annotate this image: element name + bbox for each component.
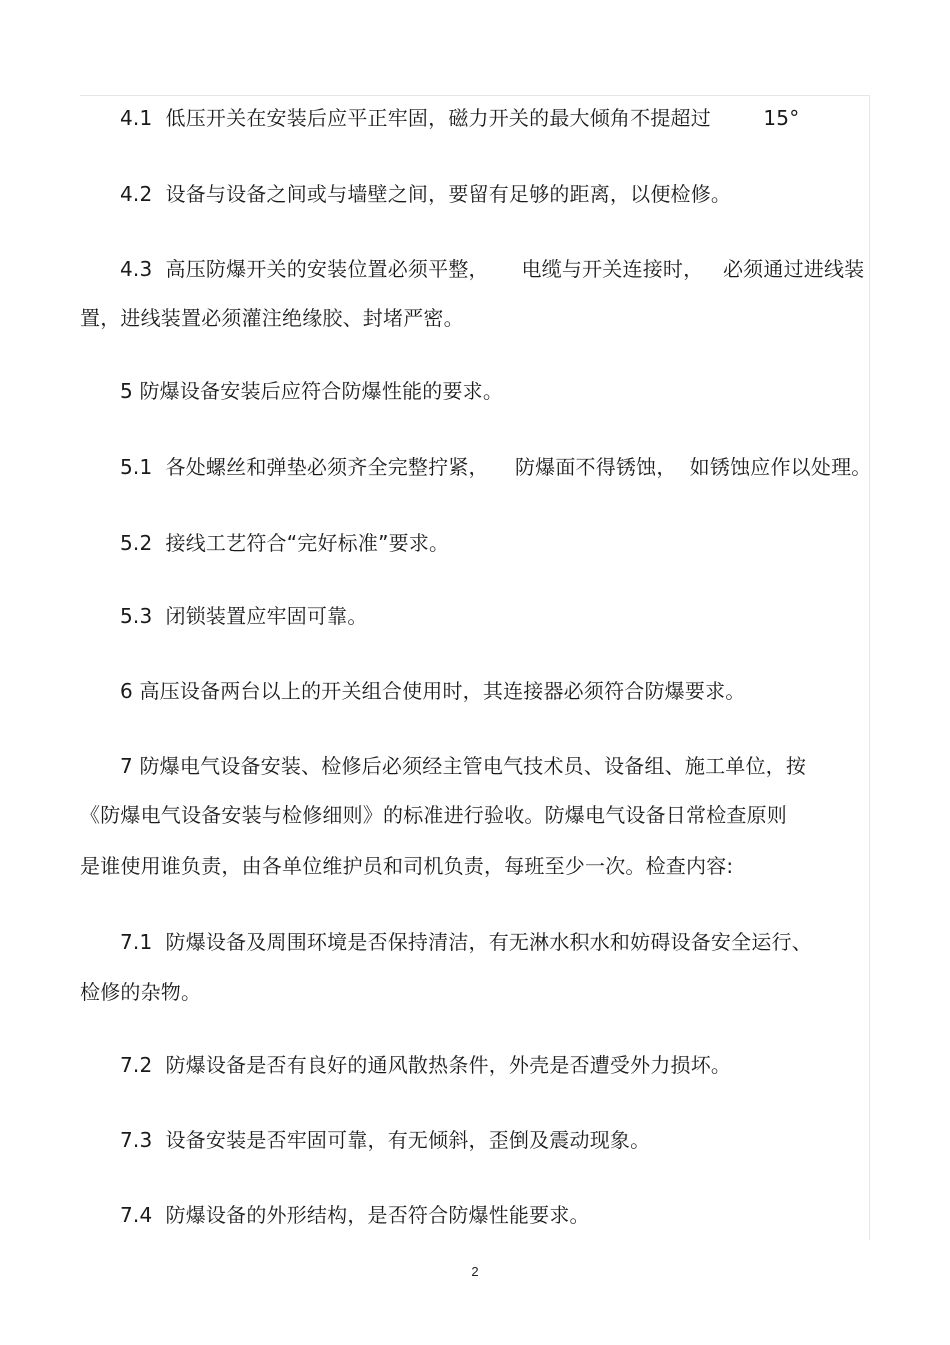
clause-7-3: 7.3 设备安装是否牢固可靠，有无倾斜，歪倒及震动现象。 [120,1128,651,1152]
clause-7-1-line-2: 检修的杂物。 [80,980,202,1004]
clause-5-1: 5.1 各处螺丝和弹垫必须齐全完整拧紧， 防爆面不得锈蚀， 如锈蚀应作以处理。 [120,455,872,479]
clause-7-4: 7.4 防爆设备的外形结构，是否符合防爆性能要求。 [120,1203,590,1227]
right-border-line [869,95,870,1240]
top-border-line [80,95,870,96]
clause-5-2: 5.2 接线工艺符合“完好标准”要求。 [120,531,450,555]
clause-4-1: 4.1 低压开关在安装后应平正牢固，磁力开关的最大倾角不提超过 15° [120,106,800,130]
clause-7-line-2: 《防爆电气设备安装与检修细则》的标准进行验收。防爆电气设备日常检查原则 [80,803,787,827]
clause-7-line-1: 7 防爆电气设备安装、检修后必须经主管电气技术员、设备组、施工单位，按 [120,754,807,778]
clause-7-1-line-1: 7.1 防爆设备及周围环境是否保持清洁，有无淋水积水和妨碍设备安全运行、 [120,930,812,954]
clause-5: 5 防爆设备安装后应符合防爆性能的要求。 [120,379,504,403]
clause-5-3: 5.3 闭锁装置应牢固可靠。 [120,604,368,628]
clause-4-3-line-1: 4.3 高压防爆开关的安装位置必须平整， 电缆与开关连接时， 必须通过进线装 [120,257,865,281]
clause-6: 6 高压设备两台以上的开关组合使用时，其连接器必须符合防爆要求。 [120,679,746,703]
page-number: 2 [471,1264,479,1279]
clause-4-3-line-2: 置，进线装置必须灌注绝缘胶、封堵严密。 [80,306,464,330]
clause-7-line-3: 是谁使用谁负责，由各单位维护员和司机负责，每班至少一次。检查内容: [80,854,734,878]
clause-7-2: 7.2 防爆设备是否有良好的通风散热条件，外壳是否遭受外力损坏。 [120,1053,732,1077]
clause-4-2: 4.2 设备与设备之间或与墙壁之间，要留有足够的距离，以便检修。 [120,182,732,206]
